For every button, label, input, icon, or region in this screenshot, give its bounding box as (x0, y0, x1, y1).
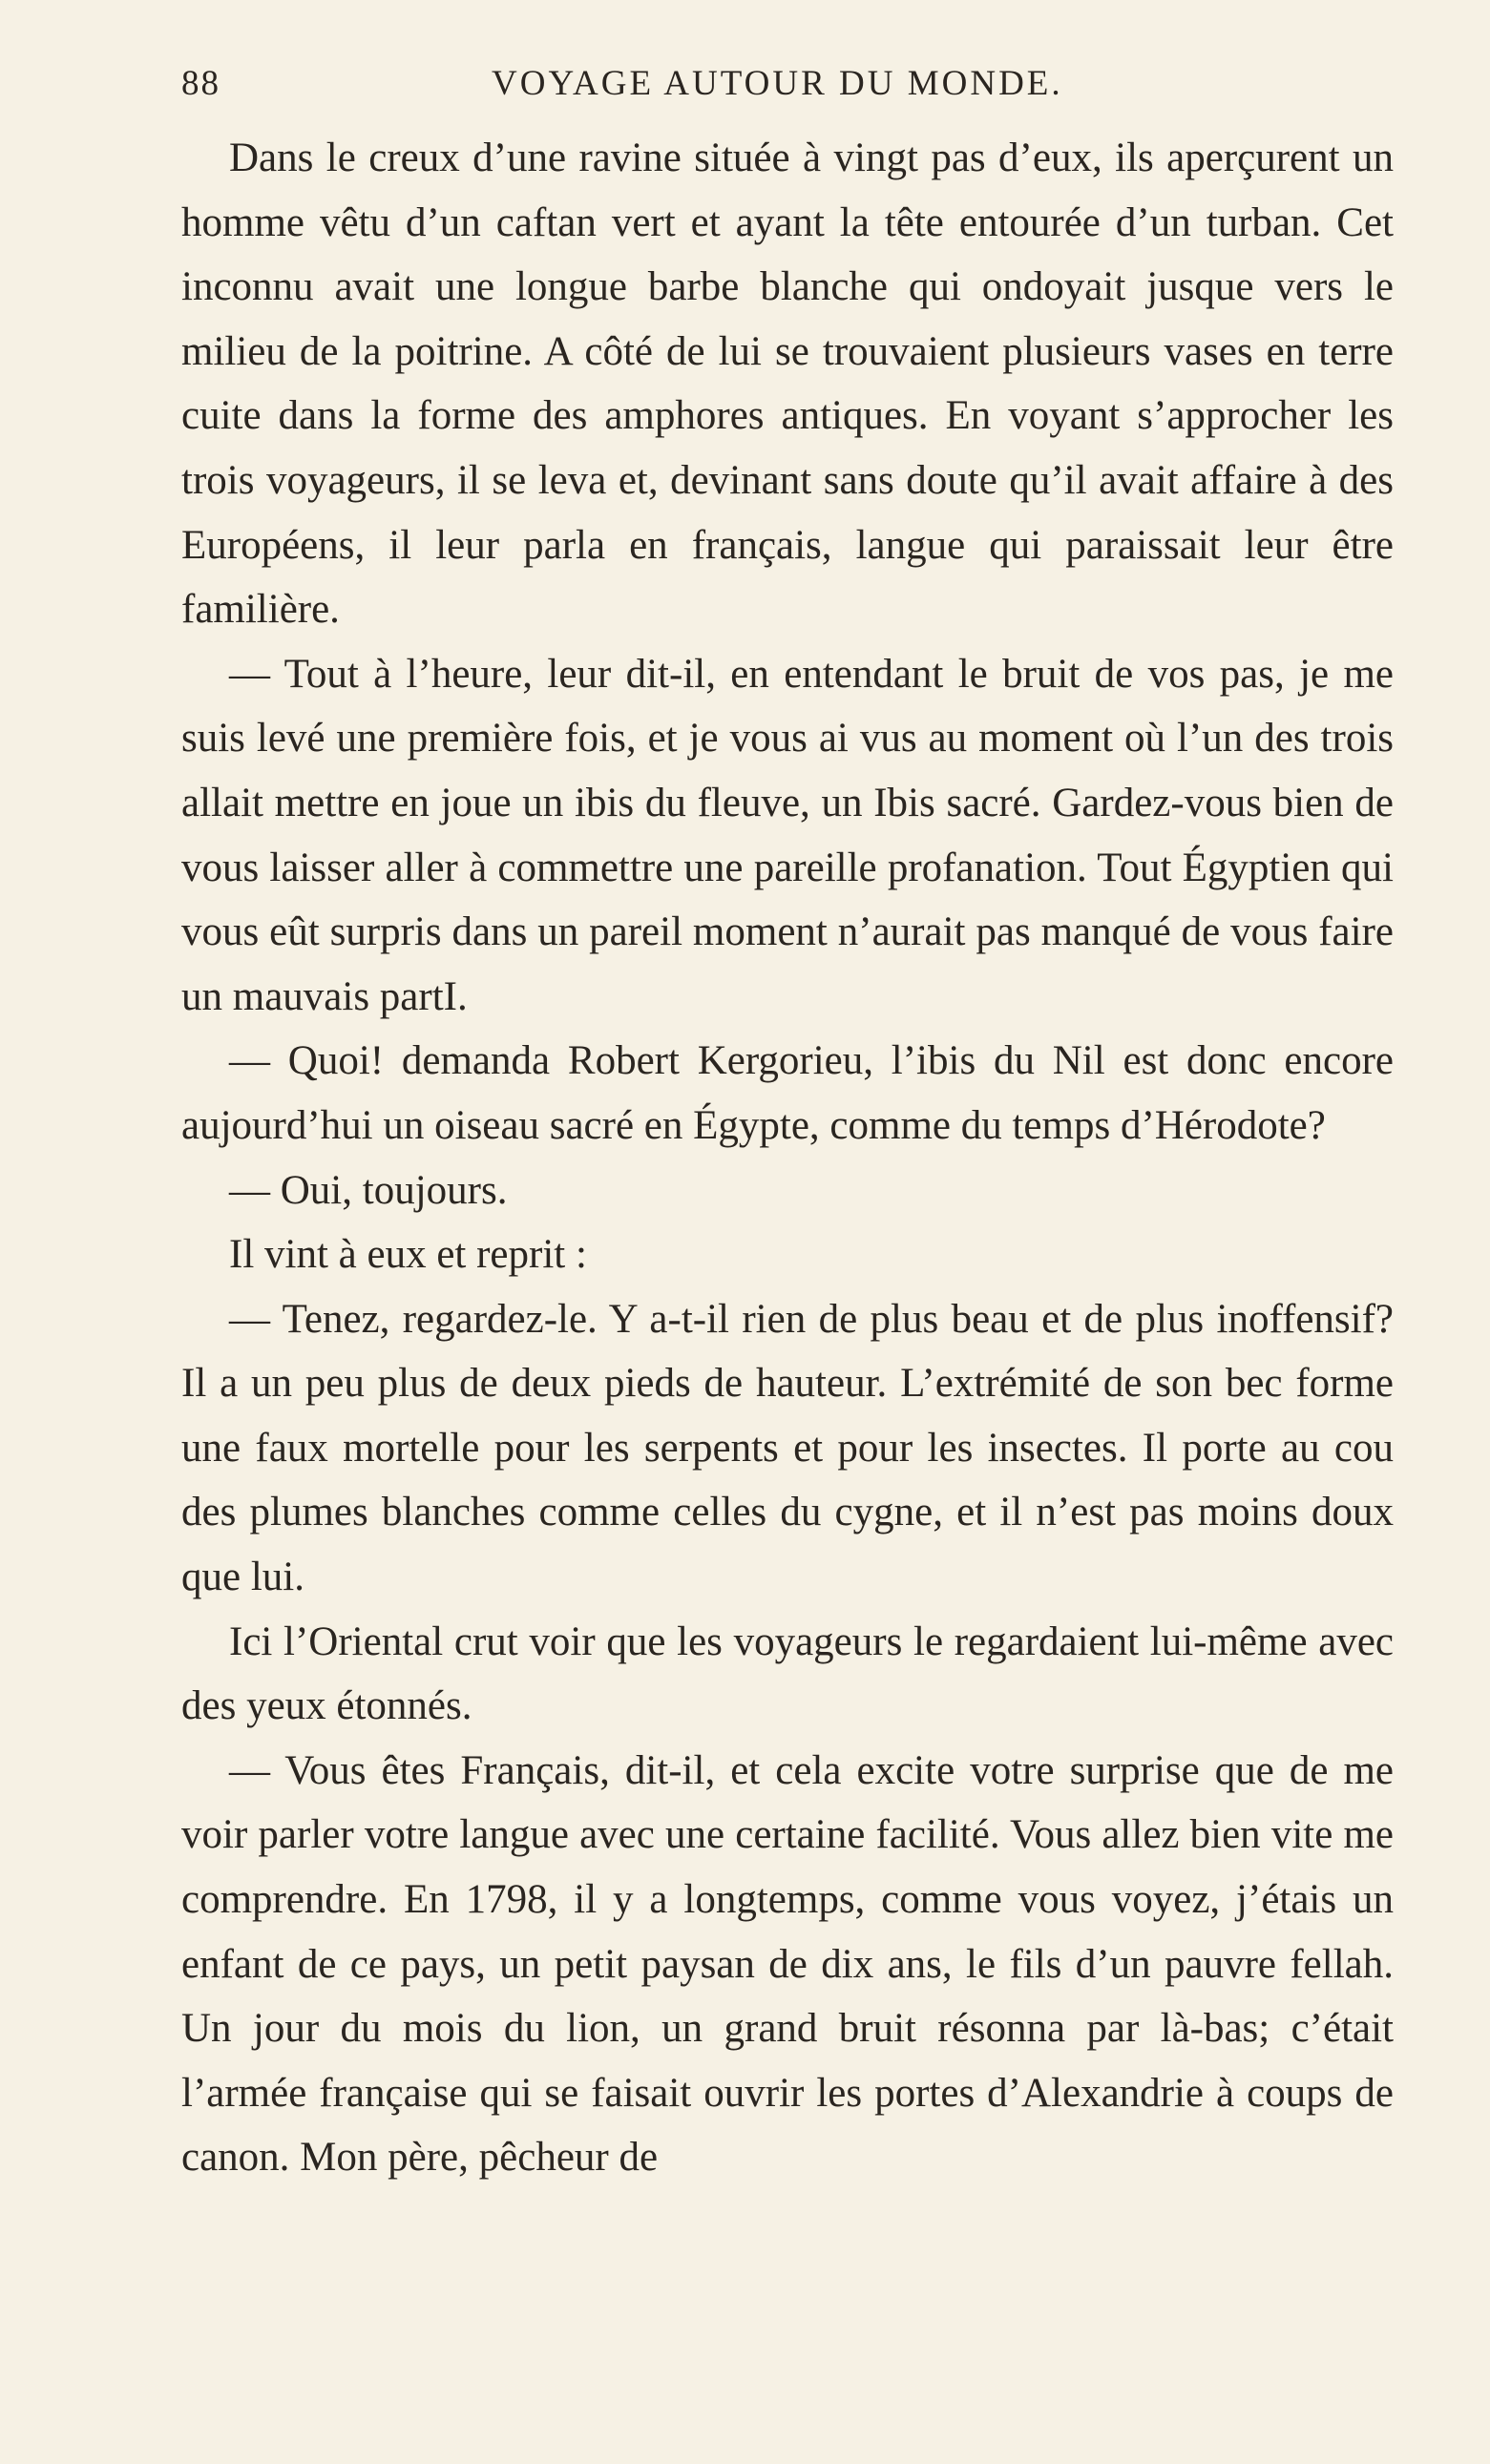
paragraph: — Tenez, regardez-le. Y a-t-il rien de plus beau et de plus inoffensif? Il a un peu plus de deux pieds de hauteur. L’extrémité de son bec forme une faux mortelle pour les serpents et pour les insectes. Il porte au cou des plumes blanches comme celles du cygne, et il n’est pas moins doux que lui. (181, 1296, 1394, 1600)
body-text (181, 126, 1394, 2190)
running-title: VOYAGE AUTOUR DU MONDE. (492, 64, 1063, 103)
paragraph: — Quoi! demanda Robert Kergorieu, l’ibis du Nil est donc encore aujourd’hui un oiseau sacré en Égypte, comme du temps d’Hérodote? (181, 1038, 1394, 1148)
paragraph: — Oui, toujours. (229, 1167, 508, 1213)
paragraph: Ici l’Oriental crut voir que les voyageurs le regardaient lui-même avec des yeux étonnés. (181, 1618, 1394, 1729)
page-number: 88 (181, 64, 220, 103)
paragraph: Il vint à eux et reprit : (229, 1232, 587, 1278)
paragraph: Dans le creux d’une ravine située à vingt pas d’eux, ils aperçurent un homme vêtu d’un caftan vert et ayant la tête entourée d’un turban. Cet inconnu avait une longue barbe blanche qui ondoyait jusque vers le milieu de la poitrine. A côté de lui se trouvaient plusieurs vases en terre cuite dans la forme des amphores antiques. En voyant s’approcher les trois voyageurs, il se leva et, devinant sans doute qu’il avait affaire à des Européens, il leur parla en français, langue qui paraissait leur être familière. (181, 136, 1394, 633)
running-head (181, 63, 1394, 120)
paragraph: — Tout à l’heure, leur dit-il, en entendant le bruit de vos pas, je me suis levé une première fois, et je vous ai vus au moment où l’un des trois allait mettre en joue un ibis du fleuve, un Ibis sacré. Gardez-vous bien de vous laisser aller à commettre une pareille profanation. Tout Égyptien qui vous eût surpris dans un pareil moment n’aurait pas manqué de vous faire un mauvais partI. (181, 651, 1394, 1019)
paragraph: — Vous êtes Français, dit-il, et cela excite votre surprise que de me voir parler votre langue avec une certaine facilité. Vous allez bien vite me comprendre. En 1798, il y a longtemps, comme vous voyez, j’étais un enfant de ce pays, un petit paysan de dix ans, le fils d’un pauvre fellah. Un jour du mois du lion, un grand bruit résonna par là-bas; c’était l’armée française qui se faisait ouvrir les portes d’Alexandrie à coups de canon. Mon père, pêcheur de (181, 1747, 1394, 2181)
